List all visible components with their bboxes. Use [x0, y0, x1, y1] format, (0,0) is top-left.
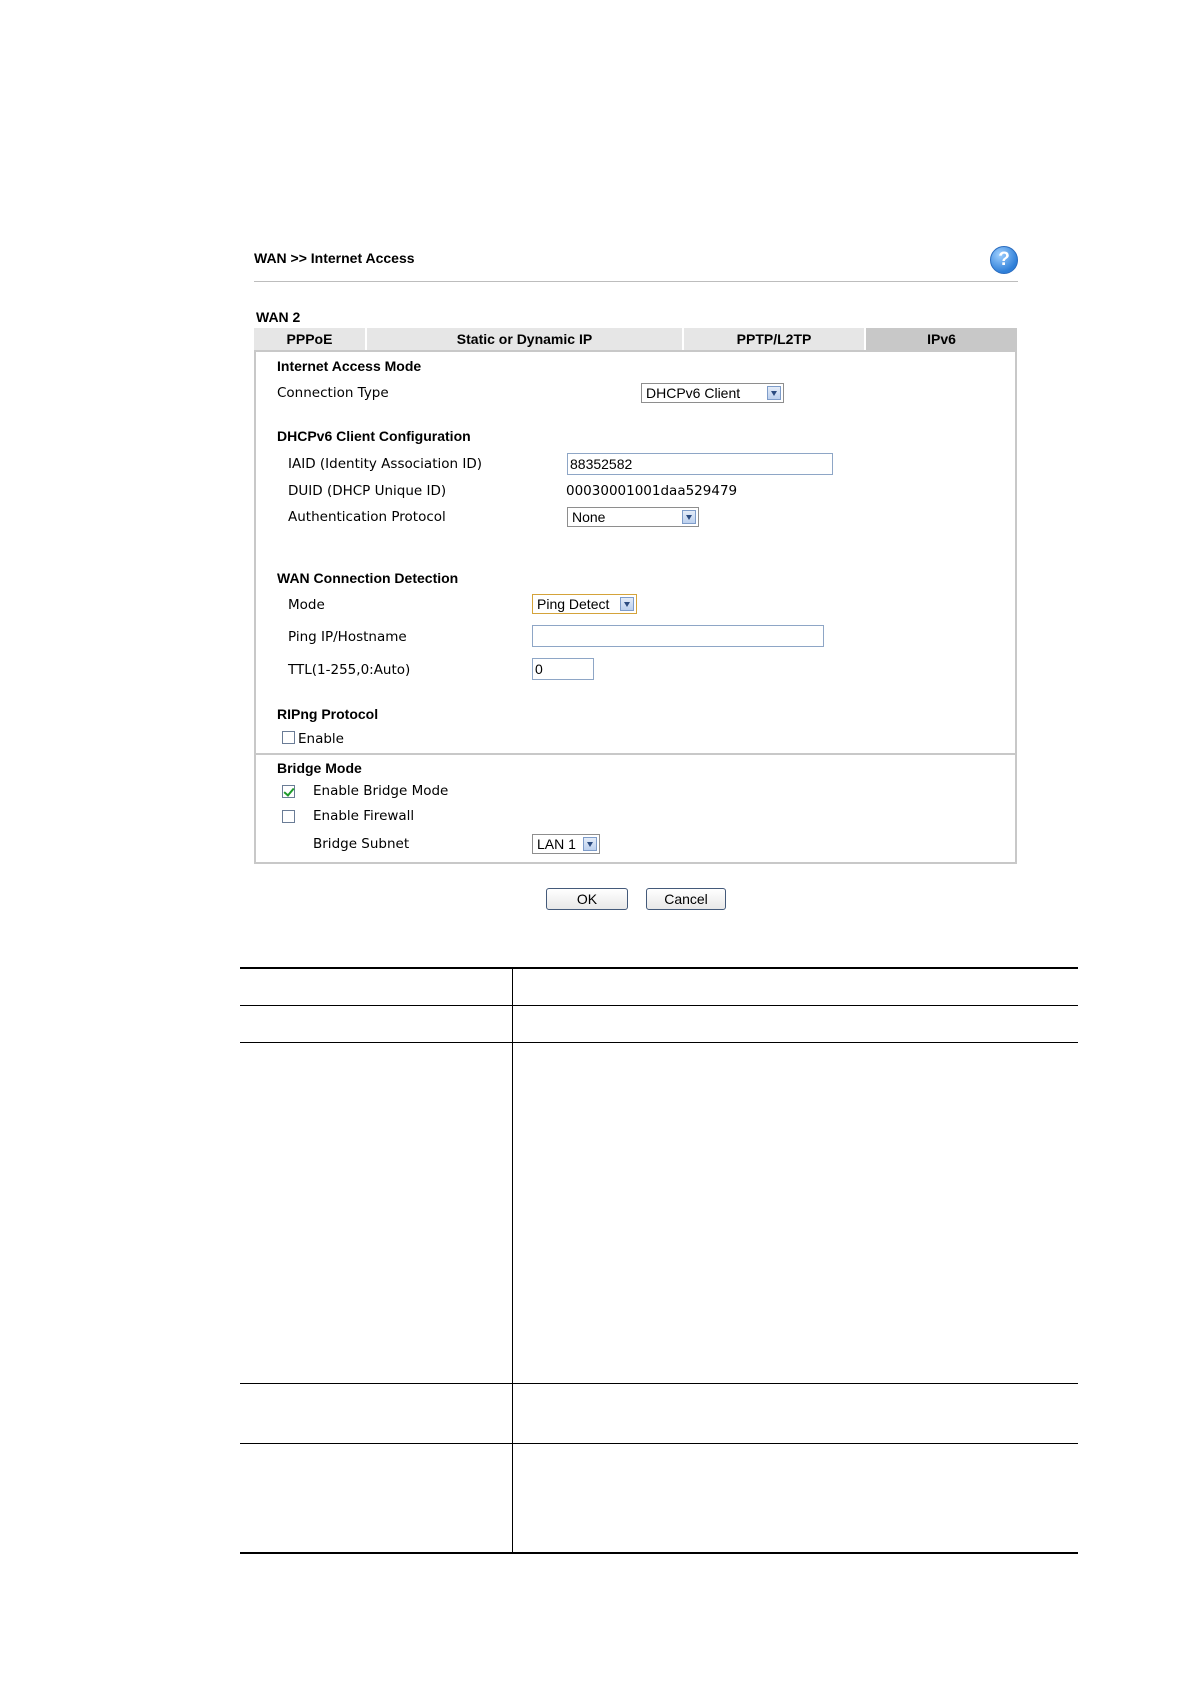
doc-table-column-divider — [512, 968, 513, 1553]
ok-button[interactable]: OK — [546, 888, 628, 910]
doc-table-row-divider — [240, 1383, 1078, 1384]
cancel-button[interactable]: Cancel — [646, 888, 726, 910]
tab-bar — [254, 328, 1017, 350]
doc-table-row-divider — [240, 1005, 1078, 1006]
detection-mode-value: Ping Detect — [537, 596, 610, 612]
doc-table-top-border — [240, 967, 1078, 969]
tab-pppoe[interactable]: PPPoE — [254, 328, 367, 350]
connection-type-label: Connection Type — [277, 385, 389, 401]
chevron-down-icon — [583, 837, 597, 851]
detection-mode-select[interactable] — [532, 594, 637, 614]
doc-table-row-divider — [240, 1443, 1078, 1444]
enable-bridge-mode-label: Enable Bridge Mode — [313, 783, 449, 799]
iaid-input[interactable]: 88352582 — [567, 453, 833, 475]
wan-detection-heading: WAN Connection Detection — [277, 570, 459, 586]
bridge-mode-heading: Bridge Mode — [277, 760, 362, 776]
help-icon[interactable]: ? — [990, 246, 1018, 274]
header-divider — [254, 281, 1018, 282]
enable-firewall-label: Enable Firewall — [313, 808, 415, 824]
chevron-down-icon — [682, 510, 696, 524]
enable-firewall-checkbox[interactable] — [282, 810, 295, 823]
tab-ipv6[interactable]: IPv6 — [866, 328, 1017, 350]
chevron-down-icon — [620, 597, 634, 611]
bridge-subnet-value: LAN 1 — [537, 836, 576, 852]
tab-static-dynamic-ip[interactable]: Static or Dynamic IP — [367, 328, 684, 350]
tab-pptp-l2tp[interactable]: PPTP/L2TP — [684, 328, 866, 350]
mode-label: Mode — [288, 597, 325, 613]
connection-type-value: DHCPv6 Client — [646, 385, 741, 401]
enable-bridge-mode-checkbox[interactable] — [282, 785, 295, 798]
ttl-input[interactable]: 0 — [532, 658, 594, 680]
ttl-label: TTL(1-255,0:Auto) — [288, 662, 411, 678]
panel-divider — [256, 753, 1015, 755]
doc-table-bottom-border — [240, 1552, 1078, 1554]
wan-label: WAN 2 — [256, 309, 301, 325]
ripng-heading: RIPng Protocol — [277, 706, 379, 722]
connection-type-select[interactable] — [641, 383, 784, 403]
iaid-label: IAID (Identity Association ID) — [288, 456, 482, 472]
auth-protocol-select[interactable] — [567, 507, 699, 527]
duid-label: DUID (DHCP Unique ID) — [288, 483, 447, 499]
duid-value: 00030001001daa529479 — [566, 483, 738, 499]
page-title: WAN >> Internet Access — [254, 250, 415, 266]
ping-host-input[interactable] — [532, 625, 824, 647]
chevron-down-icon — [767, 386, 781, 400]
doc-table-row-divider — [240, 1042, 1078, 1043]
bridge-subnet-select[interactable] — [532, 834, 600, 854]
dhcpv6-config-heading: DHCPv6 Client Configuration — [277, 428, 471, 444]
auth-protocol-label: Authentication Protocol — [288, 509, 446, 525]
bridge-subnet-label: Bridge Subnet — [313, 836, 410, 852]
ping-host-label: Ping IP/Hostname — [288, 629, 407, 645]
ripng-enable-label: Enable — [298, 731, 344, 747]
internet-access-mode-heading: Internet Access Mode — [277, 358, 422, 374]
ripng-enable-checkbox[interactable] — [282, 731, 295, 744]
auth-protocol-value: None — [572, 509, 606, 525]
